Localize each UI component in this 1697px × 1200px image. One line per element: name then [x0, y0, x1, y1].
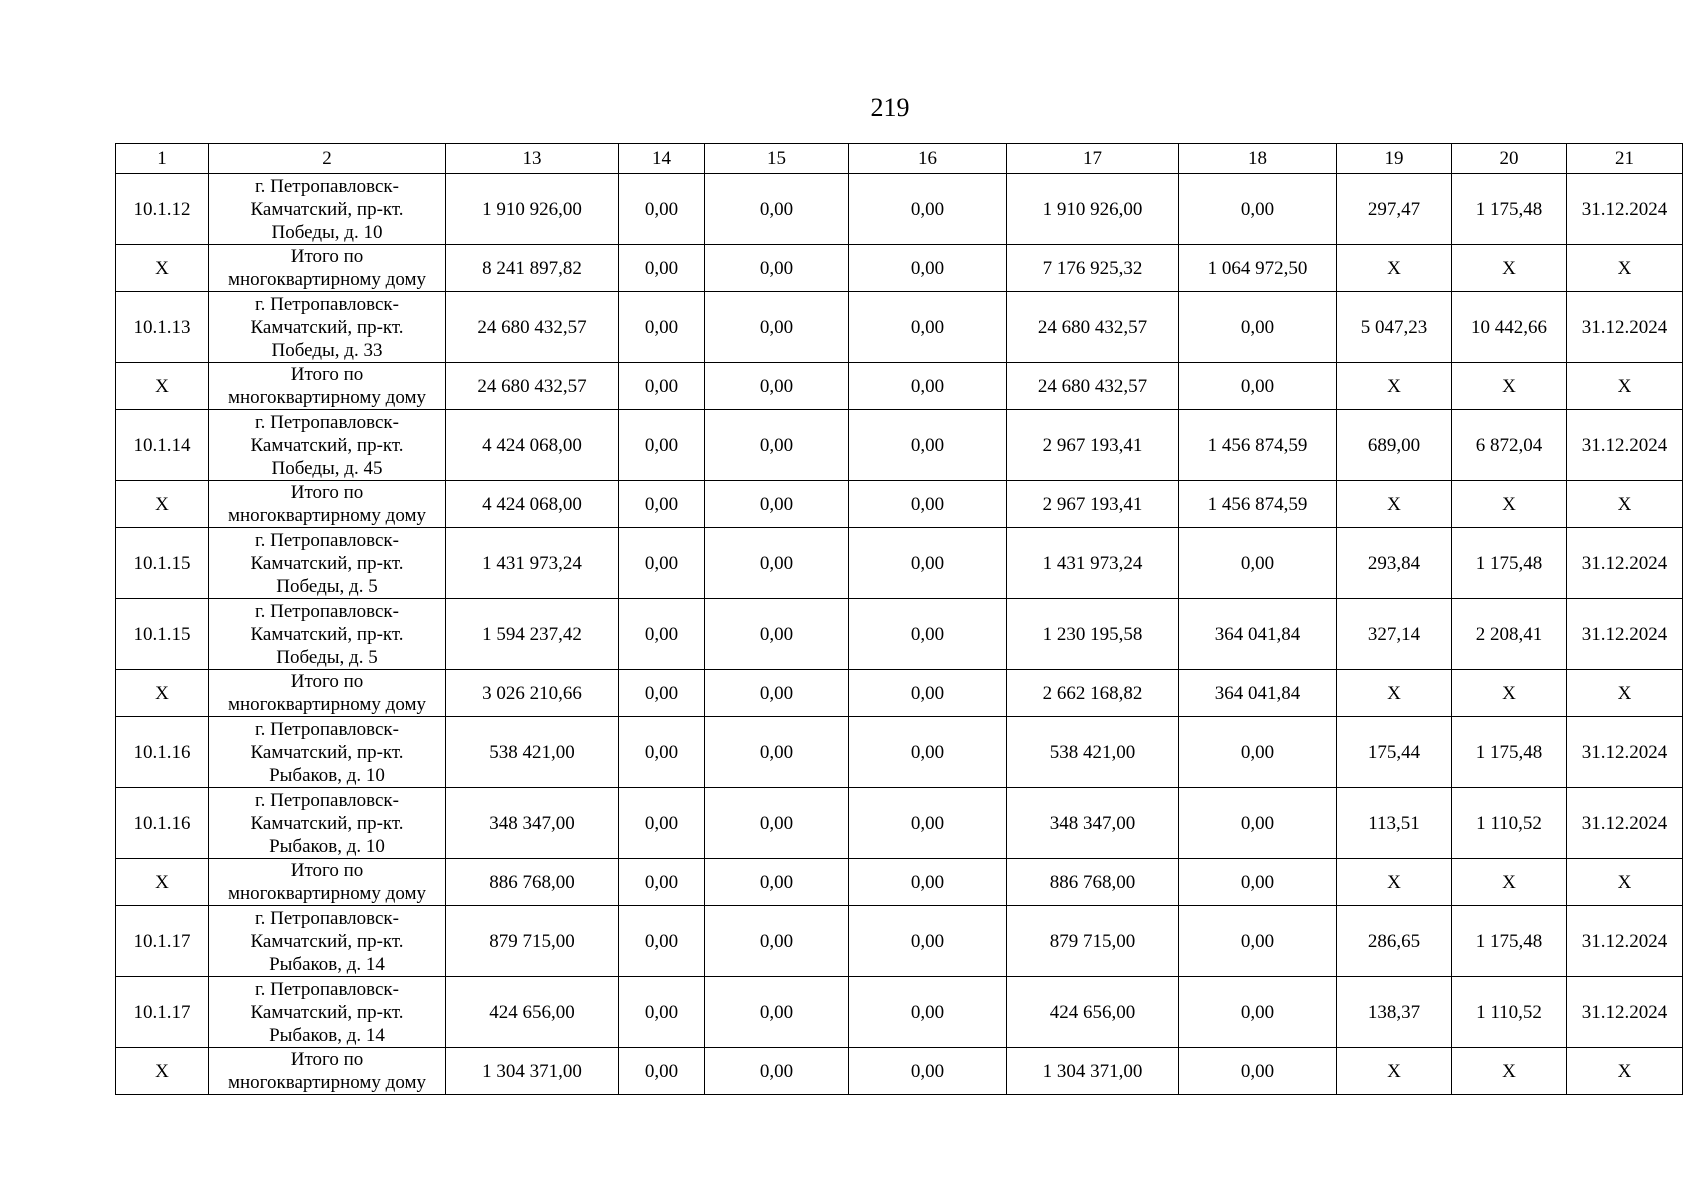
cell-col-2: Итого по многоквартирному дому: [209, 859, 446, 906]
cell-col-14: 0,00: [619, 788, 705, 859]
cell-col-2: Итого по многоквартирному дому: [209, 481, 446, 528]
cell-col-13: 4 424 068,00: [446, 481, 619, 528]
cell-col-1: 10.1.14: [116, 410, 209, 481]
cell-col-16: 0,00: [849, 292, 1007, 363]
cell-col-20: 2 208,41: [1452, 599, 1567, 670]
cell-col-15: 0,00: [705, 859, 849, 906]
cell-col-2: Итого по многоквартирному дому: [209, 245, 446, 292]
cell-col-15: 0,00: [705, 670, 849, 717]
cell-col-14: 0,00: [619, 977, 705, 1048]
cell-col-17: 1 910 926,00: [1007, 174, 1179, 245]
cell-col-1: X: [116, 481, 209, 528]
cell-col-15: 0,00: [705, 410, 849, 481]
cell-col-15: 0,00: [705, 292, 849, 363]
cell-col-2: г. Петропавловск- Камчатский, пр-кт. Рыбаков, д. 10: [209, 788, 446, 859]
cell-col-14: 0,00: [619, 670, 705, 717]
cell-col-18: 0,00: [1179, 1048, 1337, 1095]
cell-col-20: X: [1452, 1048, 1567, 1095]
cell-col-19: X: [1337, 245, 1452, 292]
cell-col-21: 31.12.2024: [1567, 292, 1683, 363]
cell-col-19: 297,47: [1337, 174, 1452, 245]
cell-col-21: 31.12.2024: [1567, 977, 1683, 1048]
cell-col-17: 24 680 432,57: [1007, 292, 1179, 363]
cell-col-19: X: [1337, 670, 1452, 717]
cell-col-15: 0,00: [705, 481, 849, 528]
cell-col-21: X: [1567, 859, 1683, 906]
table-row: [116, 410, 1683, 481]
cell-col-14: 0,00: [619, 292, 705, 363]
cell-col-20: X: [1452, 481, 1567, 528]
cell-col-1: X: [116, 245, 209, 292]
cell-col-14: 0,00: [619, 859, 705, 906]
cell-col-16: 0,00: [849, 599, 1007, 670]
cell-col-18: 0,00: [1179, 528, 1337, 599]
cell-col-18: 0,00: [1179, 292, 1337, 363]
cell-col-18: 0,00: [1179, 363, 1337, 410]
cell-col-16: 0,00: [849, 717, 1007, 788]
table-row: [116, 906, 1683, 977]
cell-col-21: X: [1567, 363, 1683, 410]
cell-col-14: 0,00: [619, 481, 705, 528]
column-header-18: 18: [1179, 144, 1337, 174]
cell-col-2: Итого по многоквартирному дому: [209, 363, 446, 410]
total-row: [116, 481, 1683, 528]
cell-col-16: 0,00: [849, 410, 1007, 481]
cell-col-20: 1 110,52: [1452, 788, 1567, 859]
cell-col-16: 0,00: [849, 245, 1007, 292]
table-row: [116, 174, 1683, 245]
cell-col-16: 0,00: [849, 670, 1007, 717]
cell-col-18: 1 064 972,50: [1179, 245, 1337, 292]
cell-col-13: 424 656,00: [446, 977, 619, 1048]
cell-col-19: 689,00: [1337, 410, 1452, 481]
cell-col-20: 6 872,04: [1452, 410, 1567, 481]
cell-col-2: г. Петропавловск- Камчатский, пр-кт. Победы, д. 5: [209, 599, 446, 670]
cell-col-14: 0,00: [619, 906, 705, 977]
cell-col-21: X: [1567, 245, 1683, 292]
column-header-13: 13: [446, 144, 619, 174]
table-row: [116, 292, 1683, 363]
cell-col-2: г. Петропавловск- Камчатский, пр-кт. Победы, д. 10: [209, 174, 446, 245]
cell-col-20: 1 175,48: [1452, 528, 1567, 599]
cell-col-21: X: [1567, 1048, 1683, 1095]
cell-col-18: 0,00: [1179, 174, 1337, 245]
cell-col-15: 0,00: [705, 528, 849, 599]
cell-col-14: 0,00: [619, 599, 705, 670]
cell-col-16: 0,00: [849, 174, 1007, 245]
cell-col-21: 31.12.2024: [1567, 528, 1683, 599]
cell-col-16: 0,00: [849, 788, 1007, 859]
cell-col-2: г. Петропавловск- Камчатский, пр-кт. Победы, д. 33: [209, 292, 446, 363]
table-row: [116, 788, 1683, 859]
table-row: [116, 528, 1683, 599]
column-header-20: 20: [1452, 144, 1567, 174]
cell-col-15: 0,00: [705, 245, 849, 292]
cell-col-21: 31.12.2024: [1567, 174, 1683, 245]
cell-col-18: 364 041,84: [1179, 599, 1337, 670]
cell-col-2: г. Петропавловск- Камчатский, пр-кт. Рыбаков, д. 10: [209, 717, 446, 788]
header-row: [116, 144, 1683, 174]
cell-col-21: X: [1567, 481, 1683, 528]
cell-col-13: 1 910 926,00: [446, 174, 619, 245]
cell-col-1: 10.1.15: [116, 528, 209, 599]
cell-col-2: г. Петропавловск- Камчатский, пр-кт. Рыбаков, д. 14: [209, 977, 446, 1048]
cell-col-1: 10.1.16: [116, 788, 209, 859]
cell-col-2: г. Петропавловск- Камчатский, пр-кт. Победы, д. 45: [209, 410, 446, 481]
cell-col-1: 10.1.16: [116, 717, 209, 788]
column-header-16: 16: [849, 144, 1007, 174]
table-row: [116, 977, 1683, 1048]
cell-col-14: 0,00: [619, 1048, 705, 1095]
table-row: [116, 599, 1683, 670]
cell-col-13: 1 431 973,24: [446, 528, 619, 599]
cell-col-1: 10.1.15: [116, 599, 209, 670]
cell-col-15: 0,00: [705, 363, 849, 410]
cell-col-14: 0,00: [619, 245, 705, 292]
cell-col-2: г. Петропавловск- Камчатский, пр-кт. Рыбаков, д. 14: [209, 906, 446, 977]
cell-col-1: X: [116, 363, 209, 410]
column-header-1: 1: [116, 144, 209, 174]
cell-col-19: X: [1337, 1048, 1452, 1095]
cell-col-14: 0,00: [619, 528, 705, 599]
total-row: [116, 859, 1683, 906]
cell-col-19: 5 047,23: [1337, 292, 1452, 363]
cell-col-1: X: [116, 670, 209, 717]
cell-col-19: 138,37: [1337, 977, 1452, 1048]
data-table: [115, 143, 1683, 1095]
total-row: [116, 670, 1683, 717]
cell-col-13: 24 680 432,57: [446, 292, 619, 363]
cell-col-18: 0,00: [1179, 717, 1337, 788]
cell-col-21: 31.12.2024: [1567, 717, 1683, 788]
cell-col-20: X: [1452, 670, 1567, 717]
cell-col-2: Итого по многоквартирному дому: [209, 1048, 446, 1095]
cell-col-15: 0,00: [705, 788, 849, 859]
cell-col-17: 886 768,00: [1007, 859, 1179, 906]
total-row: [116, 1048, 1683, 1095]
cell-col-20: 1 175,48: [1452, 906, 1567, 977]
cell-col-17: 1 431 973,24: [1007, 528, 1179, 599]
cell-col-14: 0,00: [619, 410, 705, 481]
cell-col-14: 0,00: [619, 717, 705, 788]
cell-col-20: 10 442,66: [1452, 292, 1567, 363]
cell-col-21: 31.12.2024: [1567, 410, 1683, 481]
cell-col-21: X: [1567, 670, 1683, 717]
cell-col-16: 0,00: [849, 906, 1007, 977]
cell-col-16: 0,00: [849, 1048, 1007, 1095]
cell-col-2: г. Петропавловск- Камчатский, пр-кт. Победы, д. 5: [209, 528, 446, 599]
cell-col-1: 10.1.17: [116, 906, 209, 977]
cell-col-13: 4 424 068,00: [446, 410, 619, 481]
cell-col-17: 2 967 193,41: [1007, 481, 1179, 528]
cell-col-1: 10.1.13: [116, 292, 209, 363]
cell-col-15: 0,00: [705, 717, 849, 788]
cell-col-13: 3 026 210,66: [446, 670, 619, 717]
cell-col-19: X: [1337, 859, 1452, 906]
total-row: [116, 245, 1683, 292]
cell-col-20: X: [1452, 245, 1567, 292]
cell-col-18: 0,00: [1179, 788, 1337, 859]
cell-col-18: 1 456 874,59: [1179, 481, 1337, 528]
column-header-15: 15: [705, 144, 849, 174]
cell-col-13: 348 347,00: [446, 788, 619, 859]
cell-col-19: 293,84: [1337, 528, 1452, 599]
column-header-19: 19: [1337, 144, 1452, 174]
cell-col-17: 2 967 193,41: [1007, 410, 1179, 481]
cell-col-20: X: [1452, 859, 1567, 906]
cell-col-19: X: [1337, 363, 1452, 410]
cell-col-17: 2 662 168,82: [1007, 670, 1179, 717]
column-header-2: 2: [209, 144, 446, 174]
cell-col-1: X: [116, 859, 209, 906]
cell-col-19: 175,44: [1337, 717, 1452, 788]
cell-col-13: 879 715,00: [446, 906, 619, 977]
cell-col-17: 7 176 925,32: [1007, 245, 1179, 292]
cell-col-13: 1 304 371,00: [446, 1048, 619, 1095]
cell-col-21: 31.12.2024: [1567, 599, 1683, 670]
cell-col-21: 31.12.2024: [1567, 906, 1683, 977]
cell-col-13: 886 768,00: [446, 859, 619, 906]
cell-col-17: 1 230 195,58: [1007, 599, 1179, 670]
table-row: [116, 717, 1683, 788]
cell-col-16: 0,00: [849, 528, 1007, 599]
cell-col-20: 1 110,52: [1452, 977, 1567, 1048]
cell-col-20: X: [1452, 363, 1567, 410]
cell-col-16: 0,00: [849, 859, 1007, 906]
cell-col-19: 327,14: [1337, 599, 1452, 670]
cell-col-14: 0,00: [619, 174, 705, 245]
cell-col-16: 0,00: [849, 363, 1007, 410]
cell-col-13: 538 421,00: [446, 717, 619, 788]
cell-col-13: 8 241 897,82: [446, 245, 619, 292]
column-header-14: 14: [619, 144, 705, 174]
cell-col-17: 1 304 371,00: [1007, 1048, 1179, 1095]
cell-col-17: 348 347,00: [1007, 788, 1179, 859]
cell-col-19: 286,65: [1337, 906, 1452, 977]
cell-col-17: 538 421,00: [1007, 717, 1179, 788]
cell-col-17: 879 715,00: [1007, 906, 1179, 977]
cell-col-13: 24 680 432,57: [446, 363, 619, 410]
cell-col-18: 0,00: [1179, 906, 1337, 977]
column-header-17: 17: [1007, 144, 1179, 174]
page-number: 219: [870, 93, 910, 122]
cell-col-16: 0,00: [849, 481, 1007, 528]
table-body: [116, 174, 1683, 1095]
total-row: [116, 363, 1683, 410]
cell-col-15: 0,00: [705, 977, 849, 1048]
cell-col-19: X: [1337, 481, 1452, 528]
cell-col-15: 0,00: [705, 1048, 849, 1095]
cell-col-17: 424 656,00: [1007, 977, 1179, 1048]
cell-col-1: 10.1.12: [116, 174, 209, 245]
cell-col-15: 0,00: [705, 906, 849, 977]
cell-col-15: 0,00: [705, 599, 849, 670]
cell-col-14: 0,00: [619, 363, 705, 410]
cell-col-2: Итого по многоквартирному дому: [209, 670, 446, 717]
cell-col-1: X: [116, 1048, 209, 1095]
cell-col-15: 0,00: [705, 174, 849, 245]
cell-col-18: 0,00: [1179, 859, 1337, 906]
cell-col-1: 10.1.17: [116, 977, 209, 1048]
column-header-21: 21: [1567, 144, 1683, 174]
cell-col-19: 113,51: [1337, 788, 1452, 859]
cell-col-18: 364 041,84: [1179, 670, 1337, 717]
cell-col-16: 0,00: [849, 977, 1007, 1048]
cell-col-20: 1 175,48: [1452, 174, 1567, 245]
cell-col-17: 24 680 432,57: [1007, 363, 1179, 410]
cell-col-18: 0,00: [1179, 977, 1337, 1048]
cell-col-21: 31.12.2024: [1567, 788, 1683, 859]
cell-col-20: 1 175,48: [1452, 717, 1567, 788]
cell-col-18: 1 456 874,59: [1179, 410, 1337, 481]
cell-col-13: 1 594 237,42: [446, 599, 619, 670]
